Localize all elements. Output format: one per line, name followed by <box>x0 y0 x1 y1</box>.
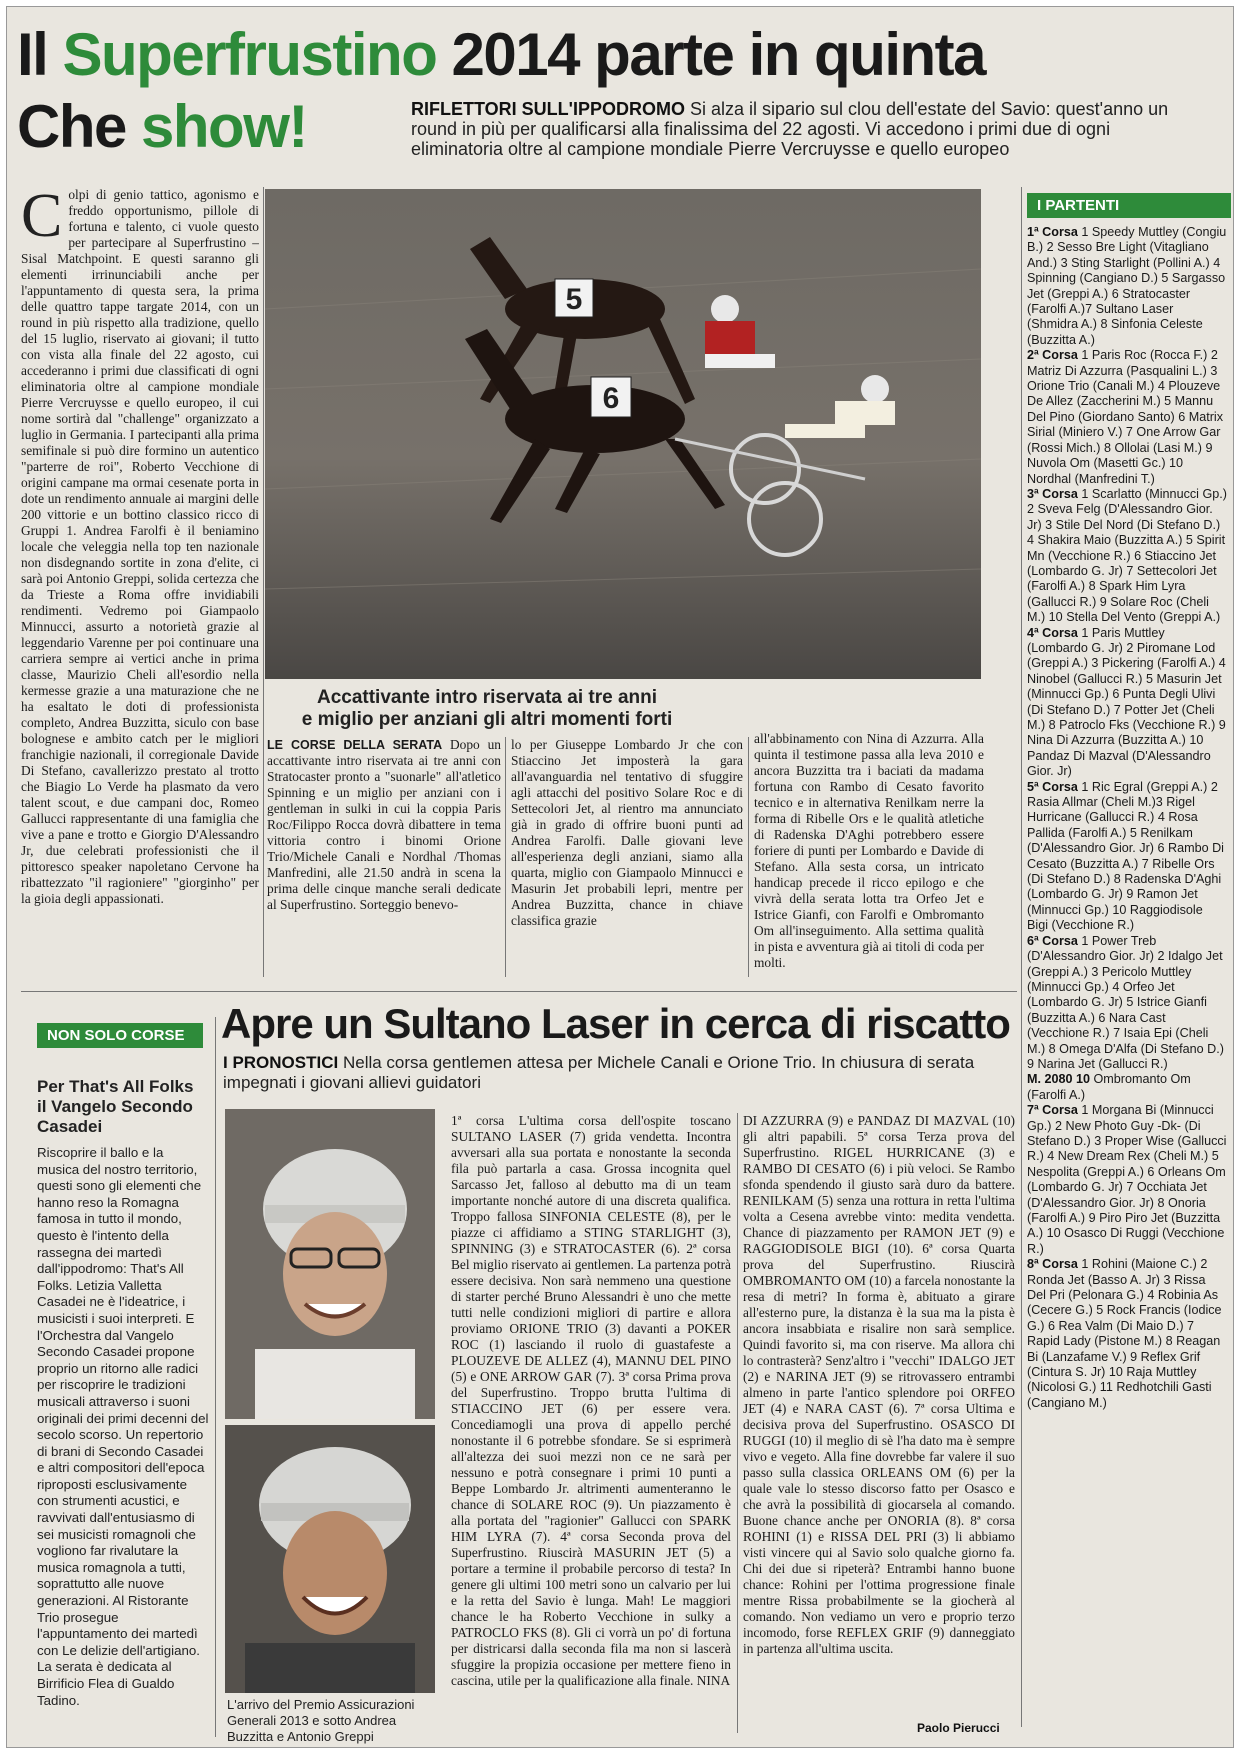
partenti-list <box>1027 225 1227 1735</box>
drop-cap: C <box>21 187 63 250</box>
partenti-item <box>1027 348 1227 487</box>
sub-article-col-1 <box>267 737 501 977</box>
sub-article-text: lo per Giuseppe Lombardo Jr che con Stiaccino Jet imposterà la gara all'avanguardia nel tentativo di sfuggire agli attacchi del positivo Solare Roc e di Settecolori Jet, al rientro ma annunciato già in grado di offrire buoni punti ad Andrea Farolfi. Dalle giovani leve all'esperienza degli anziani, siamo alla quarta, miglio con Giampaolo Minnucci e Masurin Jet probabili lepri, mentre per Andrea Buzzitta, chance in chiave classifica grazie <box>511 737 743 928</box>
partenti-race: 2ª Corsa <box>1027 348 1078 363</box>
sub-article-col-3 <box>754 731 984 977</box>
sub-article-text: Dopo un accattivante intro riservata ai tre anni con Stratocaster pronto a "suonarle" all'atletico Spinning e un miglio per anziani con i gentleman in sulki in cui la coppia Paris Roc/Filippo Rocca dovrà dibattere in tema vittoria contro i binomi Orione Trio/Michele Canali e Nordhal /Thomas Manfredini, alle 21.50 andrà in scena la prima delle cinque manche serali dedicate al Superfrustino. Sorteggio benevo- <box>267 737 501 912</box>
saddle-number-5: 5 <box>565 283 583 316</box>
portrait-photo-1 <box>225 1109 435 1419</box>
headline-text: Il <box>17 21 63 88</box>
section-divider <box>21 991 1017 992</box>
second-deck <box>223 1053 1013 1093</box>
sub-article-text: all'abbinamento con Nina di Azzurra. Alla quinta il testimone passa alla leva 2010 e ancora Buzzitta tra i baciati da madama fortuna con Rambo di Cesato favorito tecnico e in alternativa Renilkam nerre la forma di Ribelle Ors e le qualità atletiche di Radenska D'Aghi potrebbero essere foriere di punti per Lombardo e Davide di Stefano. Alla sesta corsa, un intricato handicap precede il ricco epilogo e che vivrà della serata lotta tra Orfeo Jet e Istrice Gianfi, con Farolfi e Ombromanto Om all'inseguimento. Alla settima qualità in pista e avventura già ai titoli di coda per molti. <box>754 731 984 970</box>
headline-green-word: show! <box>141 93 307 160</box>
headline-text: 2014 parte in quinta <box>436 21 986 88</box>
column-rule <box>1021 187 1022 1727</box>
partenti-entries: 1 Speedy Muttley (Congiu B.) 2 Sesso Bre Light (Vitagliano And.) 3 Sting Starlight (Pollini A.) 4 Spinning (Cangiano D.) 5 Sargasso Jet (Greppi A.) 6 Stratocaster (Farolfi A.)7 Sultano Laser (Shmidra A.) 8 Sinfonia Celeste (Buzzitta A.) <box>1027 225 1227 347</box>
partenti-entries: 1 Paris Muttley (Lombardo G. Jr) 2 Piromane Lod (Greppi A.) 3 Pickering (Farolfi A.) 4 Ninobel (Gallucci R.) 5 Masurin Jet (Minnucci Gp.) 6 Punta Degli Ulivi (Di Stefano D.) 7 Potter Jet (Cheli M.) 8 Patroclo Fks (Vecchione R.) 9 Nina Di Azzurra (Buzzitta A.) 10 Pandaz Di Mazval (D'Alessandro Gior. Jr) <box>1027 625 1226 779</box>
portrait-illustration-1 <box>225 1109 435 1419</box>
partenti-entries: 1 Ric Egral (Greppi A.) 2 Rasia Allmar (Cheli M.)3 Rigel Hurricane (Gallucci R.) 4 Rosa Pallida (Farolfi A.) 5 Renilkam (D'Alessandro Gior. Jr) 6 Rambo Di Cesato (Buzzitta A.) 7 Ribelle Ors (Di Stefano D.) 8 Radenska D'Aghi (Lombardo G. Jr) 9 Ramon Jet (Minnucci Gp.) 10 Raggiodisole Bigi (Vecchione R.) <box>1027 779 1224 933</box>
partenti-race: 3ª Corsa <box>1027 486 1078 501</box>
partenti-entries: 1 Power Treb (D'Alessandro Gior. Jr) 2 Idalgo Jet (Greppi A.) 3 Pericolo Muttley (Minnucci Gp.) 4 Orfeo Jet (Lombardo G. Jr) 5 Istrice Gianfi (Buzzitta A.) 6 Nara Cast (Vecchione R.) 7 Isaia Epi (Cheli M.) 8 Omega D'Alfa (Di Stefano D.) 9 Narina Jet (Gallucci R.) <box>1027 933 1224 1071</box>
deck-text: Si alza il sipario sul clou dell'estate del Savio: quest'anno un round in più per qualificarsi alla finalissima del 22 agosti. Vi accedono i primi due di ogni eliminatoria oltre al campione mondiale Pierre Vercruysse e quello europeo <box>411 99 1169 159</box>
partenti-item <box>1027 1103 1227 1257</box>
sidebar-text: Riscoprire il ballo e la musica del nostro territorio, questi sono gli elementi che hanno reso la Romagna famosa in tutto il mondo, questo è l'intento della rassegna dei martedì dall'ippodromo: That's All Folks. Letizia Valletta Casadei ne è l'ideatrice, i musicisti i suoi interpreti. E l'Orchestra dal Vangelo Secondo Casadei propone proprio un ritorno alle radici per riscoprire le tradizioni musicali attraverso i suoni originali dei primi decenni del secolo scorso. Un repertorio di brani di Secondo Casadei e altri compositori dell'epoca riproposti esclusivamente con strumenti acustici, e ravvivati dall'entusiasmo di sei musicisti romagnoli che vogliono far rivalutare la musica romagnola a tutti, soprattutto alle nuove generazioni. Al Ristorante Trio prosegue l'appuntamento dei martedì con Le delizie dell'artigiano. La serata è dedicata al Birrificio Flea di Gualdo Tadino. <box>37 1145 209 1708</box>
partenti-race: 7ª Corsa <box>1027 1103 1078 1118</box>
partenti-race: 6ª Corsa <box>1027 933 1078 948</box>
partenti-item <box>1027 225 1227 348</box>
partenti-item <box>1027 1257 1227 1411</box>
sub-article-title <box>277 687 697 731</box>
headline-line-2 <box>17 93 307 160</box>
partenti-race: 8ª Corsa <box>1027 1257 1078 1272</box>
newspaper-page <box>6 6 1234 1748</box>
portrait-illustration-2 <box>225 1425 435 1693</box>
partenti-item <box>1027 934 1227 1073</box>
byline: Paolo Pierucci <box>917 1721 1000 1735</box>
partenti-entries: 1 Paris Roc (Rocca F.) 2 Matriz Di Azzurra (Pasqualini L.) 3 Orione Trio (Canali M.) 4 Plouzeve De Allez (Zaccherini M.) 5 Mannu Del Pino (Giordano Santo) 6 Matrix Sirial (Miniero V.) 7 One Arrow Gar (Rossi Mich.) 8 Ollolai (Lasi M.) 9 Nuvola Om (Masetti Gc.) 10 Nordhal (Manfredini T.) <box>1027 348 1223 486</box>
sub-article-title-line: Accattivante intro riservata ai tre anni <box>316 687 657 708</box>
deck-kicker: RIFLETTORI SULL'IPPODROMO <box>411 99 685 119</box>
second-article-col-1: 1ª corsa L'ultima corsa dell'ospite toscano SULTANO LASER (7) grida vendetta. Incontra avversari alla sua portata e nonostante la seconda fila può partarla a casa. Grossa incognita quel Sarcasso Jet, falloso al debutto ma di un team importante nonché autore di una discreta qualifica. Troppo fallosa SINFONIA CELESTE (8), per le piazze ci affidiamo a STING STARLIGHT (3), SPINNING (3) e STRATOCASTER (6). 2ª corsa Bel miglio riservato ai gentlemen. La partenza potrà essere decisiva. Non sarà nemmeno una questione di starter perché Bruno Alessandri è uno che mette tutti nelle condizioni migliori di partire e allora proviamo ORIONE TRIO (3) davanti a POKER ROC (1) lasciando il ruolo di guastafeste a PLOUZEVE DE ALLEZ (4), MANNU DEL PINO (5) e ONE ARROW GAR (7). 3ª corsa Prima prova del Superfrustino. Troppo brutta l'ultima di STIACCINO JET (6) per essere vera. Concediamogli una prova di appello perché nonostante il 6 potrebbe sfondare. Se si esprimerà all'altezza dei suoi mezzi non ce ne sarà per nessuno e potrà consegnare i primi 10 punti a Beppe Lombardo Jr. altrimenti aumenteranno le chance di SOLARE ROC (9). Un piazzamento è alla portata del "ragionier" Gallucci con SPARK HIM LYRA (7). 4ª corsa Seconda prova del Superfrustino. Riuscirà MASURIN JET (5) a portare a termine il probabile percorso di testa? In genere gli ultimi 100 metri sono un calvario per lui e la retta del Savio è lunga. Mah! Le maggiori chance le ha Roberto Vecchione in sulky a PATROCLO FKS (8). Gli ci vorrà un po' di fortuna per districarsi dalla seconda fila ma non si lascerà sfuggire la propizia occasione per mettere fieno in cascina, utile per la qualificazione alla finale. NINA <box>451 1113 731 1688</box>
partenti-item <box>1027 487 1227 626</box>
sidebar-title: Per That's All Folks il Vangelo Secondo Casadei <box>37 1077 194 1136</box>
column-rule <box>748 737 749 977</box>
harness-race-photo <box>265 189 981 679</box>
partenti-race: 5ª Corsa <box>1027 779 1078 794</box>
partenti-entries: 1 Morgana Bi (Minnucci Gp.) 2 New Photo Guy -Dk- (Di Stefano D.) 3 Proper Wise (Gallucci R.) 4 New Dream Rex (Cheli M.) 5 Nespolita (Greppi A.) 6 Orleans Om (Lombardo G. Jr) 7 Occhiata Jet (D'Alessandro Gior. Jr) 8 Onoria (Farolfi A.) 9 Piro Piro Jet (Buzzitta A.) 10 Osasco Di Ruggi (Vecchione R.) <box>1027 1103 1227 1256</box>
partenti-label: I PARTENTI <box>1027 193 1231 218</box>
saddle-number-6: 6 <box>602 382 620 415</box>
partenti-item <box>1027 1072 1227 1103</box>
main-article-text: olpi di genio tattico, agonismo e freddo opportunismo, pillole di fortuna e talento, ci vuole questo per partecipare al Superfrustino – Sisal Matchpoint. E questi saranno gli elementi irrinunciabili anche per l'appuntamento di questa sera, la prima delle quattro tappe targate 2014, con un round in più rispetto alla tradizione, quello del 15 luglio, riservato ai giovani; il tutto con vista alla finale del 22 agosto, cui accederanno i primi due classificati di ogni eliminatoria oltre al campione mondiale Pierre Vercruysse e quello europeo, il cui nome sortirà dal "challenge" organizzato a luglio in Germania. I partecipanti alla prima semifinale si può dire formino un autentico "parterre de roi", Roberto Vecchione di origini campane ma ormai cesenate porta in dote un rendimento annuale ai margini delle 200 vittorie e un bottino classico ricco di Gruppi 1. Andrea Farolfi è il beniamino locale che veleggia nella top ten nazionale non disdegnando sortite in zona d'elite, ci sarà poi Antonio Greppi, solida certezza che da Trieste a Roma offre invidiabili rendimenti. Vedremo poi Giampaolo Minnucci, assurto a notorietà grazie al leggendario Varenne per poi continuare una carriera sempre ai vertici anche in prima classe, Maurizio Cheli all'esordio nella kermesse grazie a una maturazione che ne ha esaltato le doti di professionista completo, Andrea Buzzitta, siculo con base bolognese e ambito catch per le migliori franchigie nazionali, il corregionale Davide Di Stefano, cavallerizzo prestato al trotto che Biagio Lo Verde ha plasmato da vero talent scout, e due campani doc, Romeo Gallucci rappresentante di una famiglia che vive a pane e trotto e Giorgio D'Alessandro Jr, due celebrati professionisti che il pittoresco speaker napoletano Cervone ha ribattezzato "il ragioniere" "giorginho" per la gioia degli appassionati. <box>21 187 259 906</box>
partenti-race: M. 2080 10 <box>1027 1072 1091 1087</box>
partenti-entries: 1 Scarlatto (Minnucci Gp.) 2 Sveva Felg (D'Alessandro Gior. Jr) 3 Stile Del Nord (Di Stefano D.) 4 Shakira Maio (Buzzitta A.) 5 Spirit Mn (Vecchione R.) 6 Stiaccino Jet (Lombardo G. Jr) 7 Settecolori Jet (Farolfi A.) 8 Spark Him Lyra (Gallucci R.) 9 Solare Roc (Cheli M.) 10 Stella Del Vento (Greppi A.) <box>1027 486 1227 625</box>
partenti-race: 4ª Corsa <box>1027 625 1078 640</box>
partenti-item <box>1027 626 1227 780</box>
second-article-col-2: DI AZZURRA (9) e PANDAZ DI MAZVAL (10) gli altri papabili. 5ª corsa Terza prova del Superfrustino. RIGEL HURRICANE (3) e RAMBO DI CESATO (6) i più veloci. Se Rambo sfonda spendendo il giusto sarà duro da battere. RENILKAM (5) senza una rottura in retta l'ultima volta a Cesena avrebbe vinto: medita vendetta. Chance di piazzamento per RAMON JET (9) e RAGGIODISOLE BIGI (10). 6ª corsa Quarta prova del Superfrustino. Riuscirà OMBROMANTO OM (10) a farcela nonostante la resa di metri? In forma è, abituato a girare all'esterno pure, la distanza è la sua ma la pista è ancora insabbiata e risalire non sarà semplice. Quindi favorito si, ma con riserve. Ma allora chi lo contrasterà? Senz'altro i "vecchi" IDALGO JET (2) e NARINA JET (9) se ritrovassero entrambi almeno in parte l'antico splendore poi ORFEO JET (4) e NARA CAST (6). 7ª corsa Ultima e decisiva prova del Superfrustino. OSASCO DI RUGGI (10) il meglio di sè l'ha dato ma è sempre vivo e vegeto. Alla fine dovrebbe far valere il suo passo sulla classica ORLEANS OM (6) per la quale vale lo stesso discorso fatto per Osasco e che avrà la possibilità di giocarsela al comando. Buone chance anche per ONORIA (8). 8ª corsa ROHINI (1) e RISSA DEL PRI (3) li abbiamo visti vincere qui al Savio solo qualche giorno fa. Chi dei due si ripeterà? Entrambi hanno buone chance: Rohini per l'ottima progressione finale mentre Rissa probabilmente se la giocherà al comando. Non vediamo un vero e proprio terzo incomodo, forse REFLEX GRIF (9) danneggiato in partenza all'ultima uscita. <box>743 1113 1015 1656</box>
headline-text: Che <box>17 93 142 160</box>
sub-article-kicker: LE CORSE DELLA SERATA <box>267 738 443 752</box>
partenti-entries: Ombromanto Om (Farolfi A.) <box>1027 1072 1191 1102</box>
column-rule <box>737 1113 738 1733</box>
headline-line-1 <box>17 21 986 88</box>
column-rule <box>215 1017 216 1737</box>
sidebar-label: NON SOLO CORSE <box>37 1023 203 1048</box>
partenti-entries: 1 Rohini (Maione C.) 2 Ronda Jet (Basso A. Jr) 3 Rissa Del Pri (Pelonara G.) 4 Robinia As (Cecere G.) 5 Rock Francis (Iodice G.) 6 Rea Valm (Di Maio D.) 7 Rapid Lady (Pistone M.) 8 Reagan Bi (Lanzafame V.) 9 Reflex Grif (Cintura S. Jr) 10 Raja Muttley (Nicolosi G.) 11 Redhotchili Gasti (Cangiano M.) <box>1027 1257 1222 1410</box>
second-kicker: I PRONOSTICI <box>223 1053 339 1072</box>
partenti-item <box>1027 780 1227 934</box>
sub-article-col-2 <box>511 737 743 977</box>
column-rule <box>505 737 506 977</box>
portraits-caption: L'arrivo del Premio Assicurazioni Generali 2013 e sotto Andrea Buzzitta e Antonio Greppi <box>227 1697 415 1744</box>
second-deck-text: Nella corsa gentlemen attesa per Michele Canali e Orione Trio. In chiusura di serata impegnati i giovani allievi guidatori <box>223 1053 975 1092</box>
portrait-photo-2 <box>225 1425 435 1693</box>
headline-deck <box>411 99 1171 159</box>
second-headline: Apre un Sultano Laser in cerca di riscatto <box>221 1000 1010 1047</box>
headline-green-word: Superfrustino <box>62 21 437 88</box>
column-rule <box>263 187 264 977</box>
harness-race-illustration <box>265 189 981 679</box>
sub-article-title-line: e miglio per anziani gli altri momenti forti <box>301 709 673 730</box>
partenti-race: 1ª Corsa <box>1027 225 1078 239</box>
main-article-column <box>21 187 259 977</box>
